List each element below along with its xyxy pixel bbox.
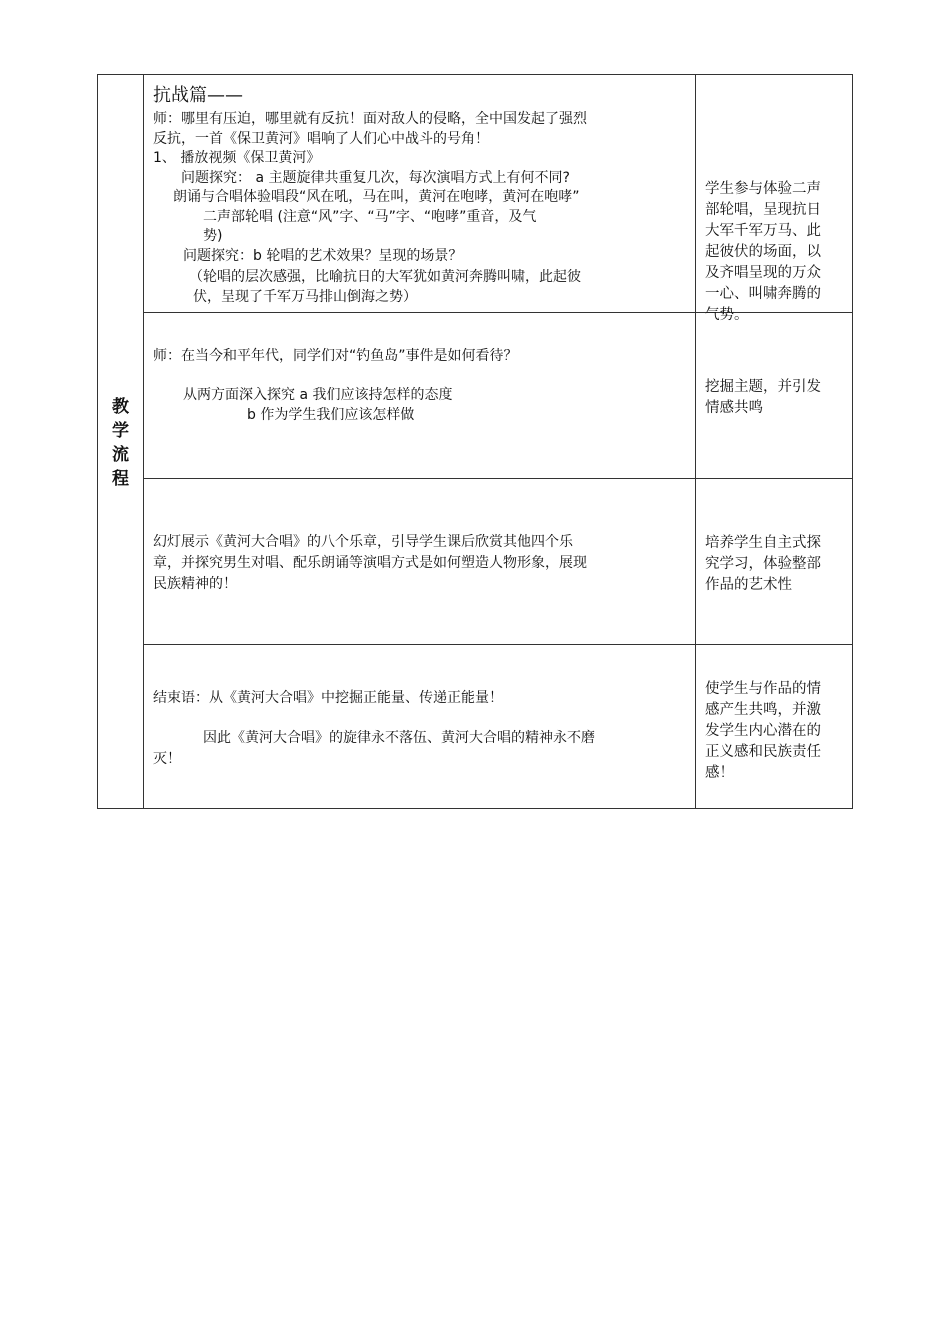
note-line: 感！ (705, 765, 734, 781)
note-line: 发学生内心潜在的 (705, 723, 821, 739)
section-label-char: 学 (112, 421, 129, 441)
content-cell-diaoyudao (153, 312, 693, 478)
note-line: 挖掘主题，并引发 (705, 379, 821, 395)
content-line: 师：哪里有压迫，哪里就有反抗！面对敌人的侵略，全中国发起了强烈 (153, 111, 587, 127)
note-line: 究学习，体验整部 (705, 556, 821, 572)
content-cell-kangzhan (153, 75, 693, 312)
content-line: 从两方面深入探究 a 我们应该持怎样的态度 (183, 387, 453, 403)
content-line: 灭！ (153, 751, 181, 767)
section-label-char: 教 (112, 397, 129, 417)
content-line: 师：在当今和平年代，同学们对“钓鱼岛”事件是如何看待？ (153, 348, 518, 364)
note-cell-conclusion (705, 679, 821, 784)
note-cell-kangzhan (705, 179, 821, 326)
note-cell-slideshow (705, 533, 821, 596)
section-title: 抗战篇—— (153, 85, 243, 106)
content-line: 结束语：从《黄河大合唱》中挖掘正能量、传递正能量！ (153, 690, 503, 706)
note-line: 培养学生自主式探 (705, 535, 821, 551)
content-cell-conclusion (153, 644, 693, 810)
content-line: 朗诵与合唱体验唱段“风在吼，马在叫，黄河在咆哮，黄河在咆哮” (173, 189, 580, 205)
content-cell-slideshow (153, 478, 693, 644)
content-line: 二声部轮唱 (注意“风”字、“马”字、“咆哮”重音，及气 (203, 209, 537, 225)
content-line: 问题探究：b 轮唱的艺术效果？呈现的场景？ (183, 248, 463, 264)
content-line: （轮唱的层次感强，比喻抗日的大军犹如黄河奔腾叫啸，此起彼 (189, 269, 581, 285)
content-line: b 作为学生我们应该怎样做 (247, 407, 415, 423)
note-line: 部轮唱，呈现抗日 (705, 202, 821, 218)
note-cell-diaoyudao (705, 377, 821, 419)
content-line: 章，并探究男生对唱、配乐朗诵等演唱方式是如何塑造人物形象，展现 (153, 555, 587, 571)
section-label-char: 流 (112, 445, 129, 465)
content-line: 反抗，一首《保卫黄河》唱响了人们心中战斗的号角！ (153, 131, 489, 147)
content-line: 势) (203, 228, 223, 244)
content-line: 民族精神的！ (153, 576, 237, 592)
note-line: 作品的艺术性 (705, 577, 792, 593)
section-label-teaching-process (98, 395, 143, 491)
content-line: 问题探究： a 主题旋律共重复几次，每次演唱方式上有何不同? (181, 170, 570, 186)
lesson-flow-table (97, 74, 853, 809)
note-line: 大军千军万马、此 (705, 223, 821, 239)
column-divider-label (143, 75, 144, 808)
note-line: 气势。 (705, 307, 749, 323)
note-line: 使学生与作品的情 (705, 681, 821, 697)
note-line: 一心、叫啸奔腾的 (705, 286, 821, 302)
note-line: 感产生共鸣，并激 (705, 702, 821, 718)
section-label-char: 程 (112, 469, 129, 489)
content-line: 伏，呈现了千军万马排山倒海之势） (193, 289, 417, 305)
content-line: 幻灯展示《黄河大合唱》的八个乐章，引导学生课后欣赏其他四个乐 (153, 534, 573, 550)
note-line: 起彼伏的场面，以 (705, 244, 821, 260)
content-line: 1、 播放视频《保卫黄河》 (153, 150, 321, 166)
column-divider-notes (695, 75, 696, 808)
note-line: 正义感和民族责任 (705, 744, 821, 760)
content-line: 因此《黄河大合唱》的旋律永不落伍、黄河大合唱的精神永不磨 (203, 730, 595, 746)
note-line: 及齐唱呈现的万众 (705, 265, 821, 281)
note-line: 学生参与体验二声 (705, 181, 821, 197)
note-line: 情感共鸣 (705, 400, 763, 416)
